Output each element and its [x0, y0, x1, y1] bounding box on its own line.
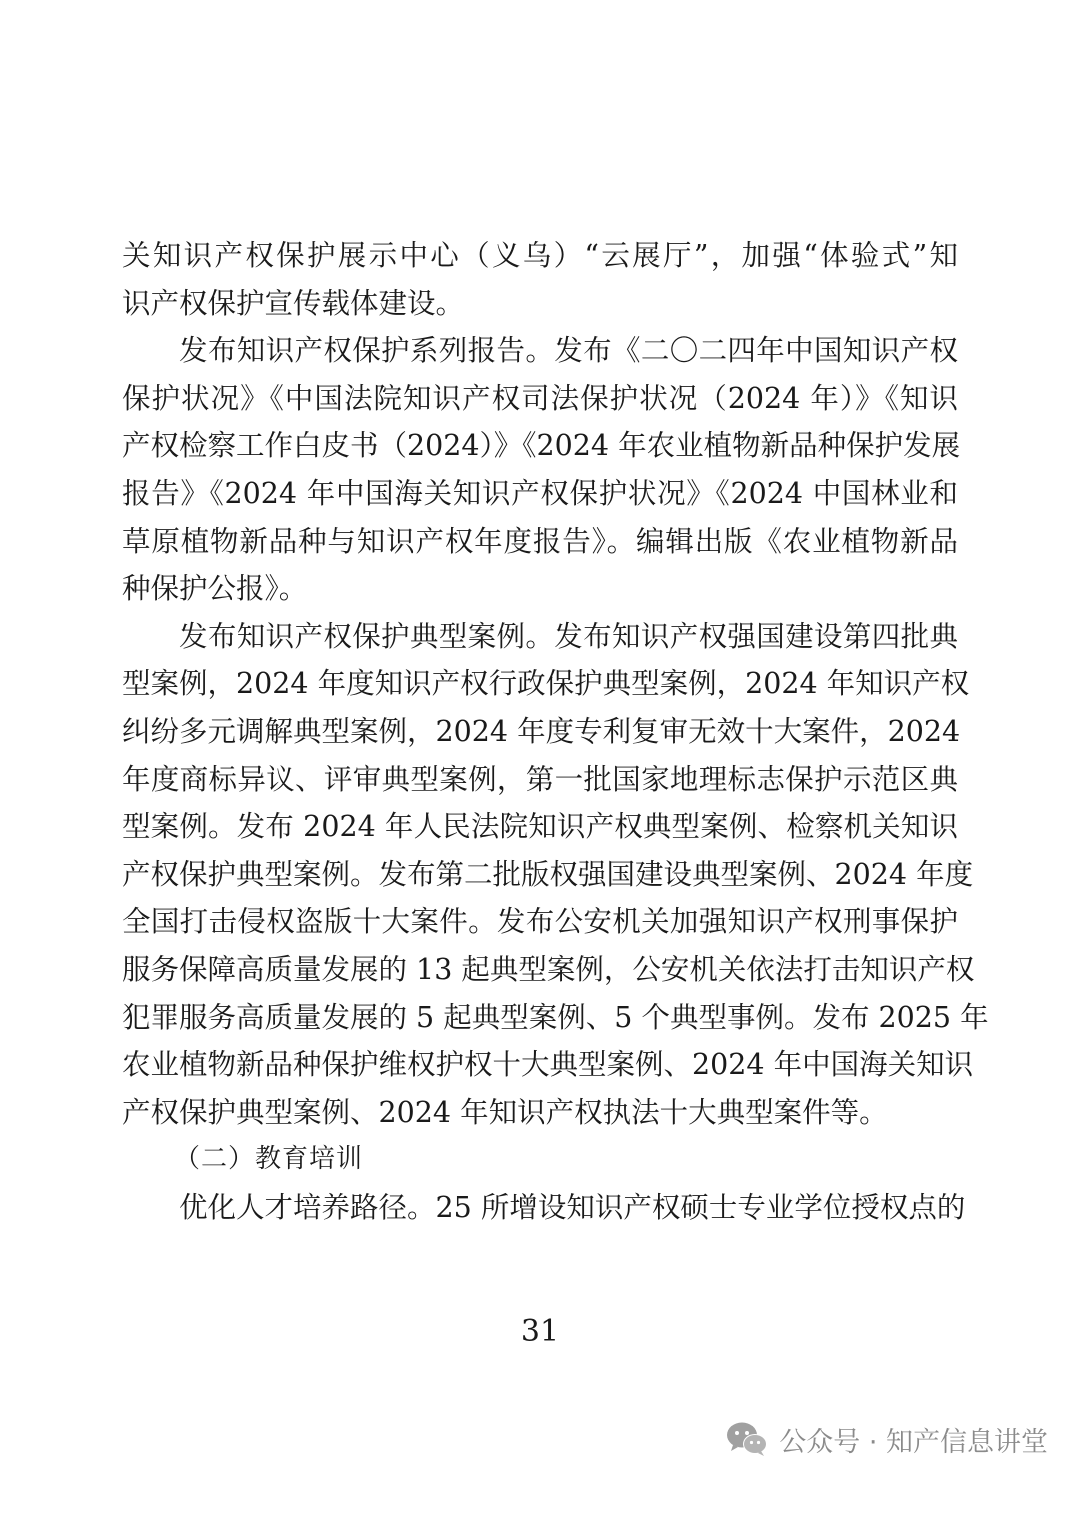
text-line: 保护状况》《中国法院知识产权司法保护状况（2024 年）》《知识 — [122, 381, 958, 415]
text-line: 草原植物新品种与知识产权年度报告》。编辑出版《农业植物新品 — [122, 524, 958, 558]
text-line: 关知识产权保护展示中心（义乌）“云展厅”，加强“体验式”知 — [122, 239, 958, 272]
text-line: 型案例。发布 2024 年人民法院知识产权典型案例、检察机关知识 — [122, 810, 958, 844]
page-number: 31 — [520, 1314, 560, 1349]
text-line: 犯罪服务高质量发展的 5 起典型案例、5 个典型事例。发布 2025 年 — [122, 1000, 989, 1034]
text-line: 纠纷多元调解典型案例，2024 年度专利复审无效十大案件，2024 — [122, 714, 961, 748]
text-line: 识产权保护宣传载体建设。 — [122, 286, 465, 320]
text-line: 优化人才培养路径。25 所增设知识产权硕士专业学位授权点的 — [179, 1190, 966, 1224]
text-line: 报告》《2024 年中国海关知识产权保护状况》《2024 中国林业和 — [122, 476, 958, 510]
text-line: 型案例，2024 年度知识产权行政保护典型案例，2024 年知识产权 — [122, 667, 970, 701]
wechat-icon — [725, 1420, 769, 1458]
body-text — [122, 232, 989, 1231]
text-line: 年度商标异议、评审典型案例，第一批国家地理标志保护示范区典 — [122, 762, 958, 796]
text-line: 发布知识产权保护典型案例。发布知识产权强国建设第四批典 — [179, 619, 958, 653]
text-line: 产权保护典型案例、2024 年知识产权执法十大典型案件等。 — [122, 1095, 888, 1129]
text-line: 产权检察工作白皮书（2024）》《2024 年农业植物新品种保护发展 — [122, 429, 961, 463]
text-line: 全国打击侵权盗版十大案件。发布公安机关加强知识产权刑事保护 — [122, 905, 958, 939]
text-line: 产权保护典型案例。发布第二批版权强国建设典型案例、2024 年度 — [122, 857, 974, 891]
text-line: 农业植物新品种保护维权护权十大典型案例、2024 年中国海关知识 — [122, 1048, 974, 1082]
section-heading: （二）教育培训 — [174, 1144, 364, 1175]
watermark — [725, 1417, 1048, 1461]
text-line: 服务保障高质量发展的 13 起典型案例，公安机关依法打击知识产权 — [122, 952, 975, 986]
text-line: 发布知识产权保护系列报告。发布《二〇二四年中国知识产权 — [179, 334, 958, 368]
watermark-text: 公众号 · 知产信息讲堂 — [779, 1426, 1048, 1458]
text-line: 种保护公报》。 — [122, 572, 308, 606]
